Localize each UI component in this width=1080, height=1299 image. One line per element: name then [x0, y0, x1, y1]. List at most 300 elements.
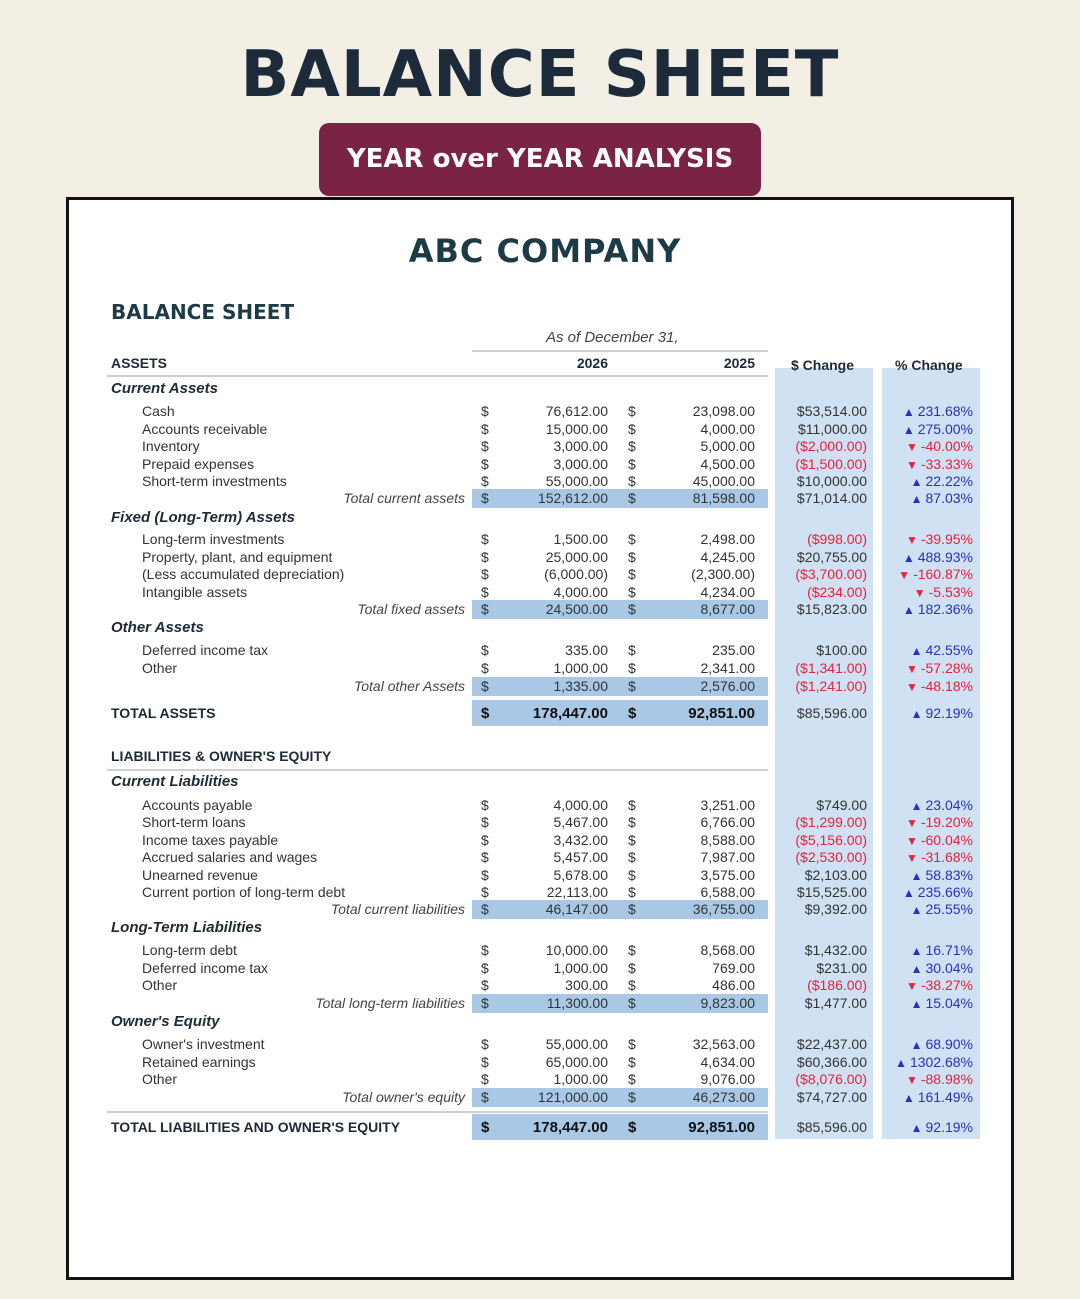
arrow-up-icon: ▲	[895, 1055, 907, 1070]
line-item-label: Accrued salaries and wages	[142, 849, 318, 866]
pct-value: -39.95%	[920, 531, 973, 547]
arrow-up-icon: ▲	[910, 1038, 923, 1052]
pct-value: 235.66%	[917, 884, 973, 900]
page-title: BALANCE SHEET	[240, 38, 840, 112]
col-2025-header: 2025	[723, 355, 755, 371]
value-2026: 178,447.00	[532, 705, 608, 722]
arrow-down-icon: ▼	[905, 1073, 918, 1087]
currency-symbol: $	[628, 601, 636, 617]
pct-value: 15.04%	[925, 995, 973, 1011]
pct-change	[906, 1071, 973, 1089]
value-2026: 300.00	[565, 977, 608, 993]
value-2025: 92,851.00	[688, 1119, 755, 1136]
line-item-label: Property, plant, and equipment	[142, 548, 333, 565]
currency-symbol: $	[628, 420, 636, 437]
arrow-down-icon: ▼	[905, 680, 918, 694]
currency-symbol: $	[481, 1036, 489, 1052]
currency-symbol: $	[481, 1071, 489, 1087]
arrow-up-icon: ▲	[910, 707, 923, 721]
section-title: Current Liabilities	[111, 773, 239, 790]
pct-value: 22.22%	[925, 473, 973, 489]
line-item-label: Inventory	[142, 438, 200, 454]
pct-value: 161.49%	[917, 1089, 973, 1105]
value-2026: 3,432.00	[553, 831, 608, 848]
arrow-down-icon: ▼	[905, 816, 918, 831]
pct-change	[906, 832, 973, 850]
currency-symbol: $	[481, 531, 489, 547]
line-item-label: Other	[142, 1071, 178, 1087]
currency-symbol: $	[481, 659, 489, 676]
pct-change	[911, 960, 973, 978]
col-2026-header: 2026	[576, 355, 608, 371]
value-2025: 3,575.00	[700, 866, 755, 883]
pct-value: 30.04%	[925, 959, 973, 976]
change-value: $749.00	[816, 797, 867, 813]
currency-symbol: $	[481, 884, 489, 900]
pct-header: % Change	[895, 357, 963, 373]
currency-symbol: $	[481, 566, 489, 582]
arrow-up-icon: ▲	[910, 868, 923, 883]
change-value: ($3,700.00)	[795, 566, 867, 582]
value-2025: 45,000.00	[692, 473, 755, 489]
pct-value: -31.68%	[920, 849, 973, 866]
pct-change	[911, 995, 973, 1013]
value-2025: 36,755.00	[692, 901, 755, 917]
value-2026: 15,000.00	[545, 420, 608, 437]
pct-value: -60.04%	[920, 831, 973, 848]
pct-value: -88.98%	[920, 1071, 973, 1087]
value-2025: 4,500.00	[700, 455, 755, 472]
value-2025: 769.00	[712, 959, 755, 976]
value-2026: 5,457.00	[553, 849, 608, 866]
currency-symbol: $	[481, 678, 489, 694]
pct-change	[914, 584, 973, 602]
arrow-down-icon: ▼	[905, 979, 918, 993]
line-item-label: Cash	[142, 403, 175, 419]
value-2025: 2,576.00	[700, 678, 755, 694]
currency-symbol: $	[628, 566, 636, 582]
currency-symbol: $	[481, 642, 489, 658]
pct-value: -160.87%	[913, 566, 973, 582]
value-2026: 1,000.00	[553, 959, 608, 976]
pct-change	[895, 1054, 973, 1072]
pct-change	[898, 566, 973, 584]
value-2026: 4,000.00	[553, 797, 608, 813]
change-value: ($8,076.00)	[795, 1071, 867, 1087]
currency-symbol: $	[628, 977, 636, 993]
currency-symbol: $	[481, 420, 489, 437]
value-2025: 32,563.00	[692, 1036, 755, 1052]
currency-symbol: $	[481, 797, 489, 813]
value-2026: 121,000.00	[537, 1089, 608, 1105]
value-2026: 178,447.00	[532, 1119, 608, 1136]
currency-symbol: $	[628, 959, 636, 976]
pct-value: 231.68%	[917, 403, 973, 419]
value-2026: 1,000.00	[553, 659, 608, 676]
line-item-label: Other	[142, 659, 178, 676]
currency-symbol: $	[481, 490, 489, 506]
line-item-label: Current portion of long-term debt	[142, 884, 346, 900]
value-2025: 8,677.00	[700, 601, 755, 617]
arrow-up-icon: ▲	[910, 799, 923, 813]
change-value: $53,514.00	[796, 403, 867, 419]
value-2026: 1,335.00	[553, 678, 608, 694]
value-2026: (6,000.00)	[544, 566, 608, 582]
change-value: $11,000.00	[797, 420, 867, 437]
currency-symbol: $	[628, 884, 636, 900]
section-title: Other Assets	[111, 619, 204, 636]
assets-divider	[107, 375, 768, 377]
currency-symbol: $	[481, 831, 489, 848]
value-2025: 7,987.00	[700, 849, 755, 866]
change-value: $71,014.00	[796, 490, 867, 506]
line-item-label: Accounts receivable	[142, 420, 268, 437]
change-value: ($1,299.00)	[795, 814, 867, 831]
value-2026: 4,000.00	[553, 583, 608, 600]
change-value: ($5,156.00)	[795, 831, 867, 848]
change-value: $60,366.00	[796, 1053, 867, 1070]
arrow-down-icon: ▼	[898, 568, 911, 582]
change-value: ($186.00)	[807, 977, 867, 993]
pct-change	[906, 438, 973, 456]
currency-symbol: $	[481, 866, 489, 883]
change-value: ($234.00)	[807, 583, 867, 600]
change-value: ($2,530.00)	[795, 849, 867, 866]
currency-symbol: $	[628, 490, 636, 506]
value-2026: 55,000.00	[545, 473, 608, 489]
pct-change	[911, 1036, 973, 1054]
pct-value: 92.19%	[925, 1119, 973, 1135]
arrow-up-icon: ▲	[910, 903, 923, 917]
change-value: ($1,341.00)	[795, 659, 867, 676]
arrow-up-icon: ▲	[910, 997, 923, 1011]
value-2026: 152,612.00	[537, 490, 608, 506]
currency-symbol: $	[628, 642, 636, 658]
currency-symbol: $	[628, 1036, 636, 1052]
line-item-label: Unearned revenue	[142, 866, 258, 883]
value-2026: 1,500.00	[553, 531, 608, 547]
value-2025: 8,568.00	[700, 942, 755, 958]
pct-value: 275.00%	[917, 420, 973, 437]
change-value: $74,727.00	[796, 1089, 867, 1105]
arrow-up-icon: ▲	[902, 603, 915, 617]
pct-value: 42.55%	[925, 642, 973, 658]
pct-change	[911, 1119, 973, 1137]
currency-symbol: $	[628, 455, 636, 472]
value-2025: 3,251.00	[700, 797, 755, 813]
change-value: $2,103.00	[804, 866, 867, 883]
currency-symbol: $	[628, 866, 636, 883]
change-value: $9,392.00	[804, 901, 867, 917]
change-value: $1,432.00	[804, 942, 867, 958]
line-item-label: Short-term loans	[142, 814, 246, 831]
currency-symbol: $	[628, 849, 636, 866]
value-2025: 2,498.00	[700, 531, 755, 547]
value-2026: 46,147.00	[545, 901, 608, 917]
currency-symbol: $	[628, 1053, 636, 1070]
change-value: ($1,241.00)	[795, 678, 867, 694]
arrow-down-icon: ▼	[905, 851, 918, 866]
pct-value: -40.00%	[920, 438, 973, 454]
pct-change	[903, 549, 973, 567]
value-2025: 4,634.00	[700, 1053, 755, 1070]
arrow-down-icon: ▼	[905, 661, 918, 676]
currency-symbol: $	[481, 1089, 489, 1105]
change-value: $85,596.00	[796, 1119, 867, 1135]
pct-value: -57.28%	[920, 659, 973, 676]
arrow-up-icon: ▲	[902, 550, 915, 565]
currency-symbol: $	[481, 942, 489, 958]
currency-symbol: $	[481, 403, 489, 419]
currency-symbol: $	[628, 659, 636, 676]
line-item-label: Retained earnings	[142, 1053, 256, 1070]
currency-symbol: $	[628, 831, 636, 848]
currency-symbol: $	[481, 814, 489, 831]
line-item-label: Deferred income tax	[142, 959, 269, 976]
section-title: Current Assets	[111, 380, 218, 397]
section-title: Owner's Equity	[111, 1013, 220, 1030]
total-label: Total long-term liabilities	[315, 995, 465, 1011]
pct-change	[903, 421, 973, 439]
pct-change	[903, 884, 973, 902]
currency-symbol: $	[628, 995, 636, 1011]
arrow-up-icon: ▲	[902, 422, 915, 437]
pct-change	[911, 797, 973, 815]
pct-change	[906, 678, 973, 696]
pct-value: -38.27%	[920, 977, 973, 993]
pct-value: 488.93%	[917, 548, 973, 565]
currency-symbol: $	[628, 548, 636, 565]
arrow-up-icon: ▲	[902, 405, 915, 419]
line-item-label: (Less accumulated depreciation)	[142, 566, 345, 582]
pct-value: 16.71%	[925, 942, 973, 958]
value-2025: 6,766.00	[700, 814, 755, 831]
value-2025: 92,851.00	[688, 705, 755, 722]
pct-change	[906, 977, 973, 995]
value-2025: 8,588.00	[700, 831, 755, 848]
sheet-label: BALANCE SHEET	[111, 300, 295, 324]
pct-value: 25.55%	[925, 901, 973, 917]
arrow-up-icon: ▲	[910, 475, 923, 489]
line-item-label: Long-term debt	[142, 942, 237, 958]
pct-change	[903, 1089, 973, 1107]
value-2025: 2,341.00	[700, 659, 755, 676]
arrow-up-icon: ▲	[910, 961, 923, 976]
line-item-label: Deferred income tax	[142, 642, 269, 658]
total-label: Total current liabilities	[330, 901, 465, 917]
value-2026: 3,000.00	[553, 438, 608, 454]
total-liabilities-label: TOTAL LIABILITIES AND OWNER'S EQUITY	[111, 1119, 401, 1135]
currency-symbol: $	[628, 1119, 637, 1136]
currency-symbol: $	[481, 901, 489, 917]
currency-symbol: $	[628, 583, 636, 600]
liabilities-divider	[107, 769, 768, 771]
liabilities-header: LIABILITIES & OWNER'S EQUITY	[111, 748, 332, 764]
value-2025: 9,823.00	[700, 995, 755, 1011]
total-assets-label: TOTAL ASSETS	[111, 705, 216, 721]
pct-change	[911, 901, 973, 919]
value-2026: 25,000.00	[545, 548, 608, 565]
balance-sheet-table	[69, 200, 1011, 1277]
arrow-up-icon: ▲	[910, 944, 923, 958]
currency-symbol: $	[628, 438, 636, 454]
arrow-down-icon: ▼	[905, 533, 918, 547]
value-2025: 4,000.00	[700, 420, 755, 437]
pct-value: 23.04%	[925, 797, 973, 813]
total-label: Total current assets	[343, 490, 465, 506]
grand-divider	[107, 1111, 768, 1113]
currency-symbol: $	[481, 1053, 489, 1070]
currency-symbol: $	[628, 531, 636, 547]
pct-change	[911, 642, 973, 660]
arrow-up-icon: ▲	[910, 492, 923, 506]
currency-symbol: $	[628, 705, 637, 722]
value-2025: 5,000.00	[700, 438, 755, 454]
pct-change	[911, 705, 973, 723]
change-value: ($1,500.00)	[795, 455, 867, 472]
arrow-up-icon: ▲	[910, 1121, 923, 1135]
header-divider	[472, 350, 768, 352]
change-value: ($998.00)	[807, 531, 867, 547]
line-item-label: Accounts payable	[142, 797, 253, 813]
line-item-label: Income taxes payable	[142, 831, 279, 848]
as-of-label: As of December 31,	[546, 329, 679, 346]
arrow-up-icon: ▲	[910, 644, 923, 658]
line-item-label: Long-term investments	[142, 531, 285, 547]
currency-symbol: $	[481, 473, 489, 489]
line-item-label: Intangible assets	[142, 583, 248, 600]
pct-change	[903, 601, 973, 619]
currency-symbol: $	[481, 995, 489, 1011]
pct-change	[906, 531, 973, 549]
currency-symbol: $	[628, 942, 636, 958]
pct-change	[911, 473, 973, 491]
analysis-banner: YEAR over YEAR ANALYSIS	[319, 123, 761, 196]
value-2026: 24,500.00	[545, 601, 608, 617]
pct-value: -19.20%	[920, 814, 973, 831]
pct-change	[911, 867, 973, 885]
pct-value: -48.18%	[920, 678, 973, 694]
value-2025: 46,273.00	[692, 1089, 755, 1105]
pct-change	[906, 814, 973, 832]
line-item-label: Owner's investment	[142, 1036, 265, 1052]
pct-value: 1302.68%	[909, 1053, 973, 1070]
section-title: Fixed (Long-Term) Assets	[111, 509, 295, 526]
section-title: Long-Term Liabilities	[111, 919, 263, 936]
change-value: $15,525.00	[796, 884, 867, 900]
pct-change	[906, 849, 973, 867]
pct-change	[911, 942, 973, 960]
pct-value: 58.83%	[925, 866, 973, 883]
currency-symbol: $	[628, 814, 636, 831]
currency-symbol: $	[481, 1119, 490, 1136]
pct-value: -5.53%	[928, 583, 973, 600]
value-2025: 6,588.00	[700, 884, 755, 900]
pct-value: -33.33%	[920, 455, 973, 472]
value-2026: 335.00	[565, 642, 608, 658]
value-2026: 10,000.00	[545, 942, 608, 958]
assets-header: ASSETS	[111, 355, 168, 371]
change-header: $ Change	[791, 357, 855, 373]
value-2026: 5,678.00	[553, 866, 608, 883]
arrow-up-icon: ▲	[902, 1091, 915, 1105]
change-value: $85,596.00	[796, 705, 867, 721]
value-2026: 5,467.00	[553, 814, 608, 831]
value-2026: 76,612.00	[545, 403, 608, 419]
value-2026: 1,000.00	[553, 1071, 608, 1087]
total-label: Total fixed assets	[357, 601, 465, 617]
line-item-label: Short-term investments	[142, 473, 287, 489]
value-2025: 4,245.00	[700, 548, 755, 565]
balance-sheet-card	[66, 197, 1014, 1280]
value-2026: 3,000.00	[553, 455, 608, 472]
currency-symbol: $	[628, 901, 636, 917]
arrow-down-icon: ▼	[913, 585, 926, 600]
value-2025: 486.00	[712, 977, 755, 993]
change-value: $100.00	[816, 642, 867, 658]
total-label: Total owner's equity	[342, 1089, 465, 1105]
pct-value: 182.36%	[917, 601, 973, 617]
pct-value: 92.19%	[925, 705, 973, 721]
value-2026: 11,300.00	[546, 995, 608, 1011]
currency-symbol: $	[481, 849, 489, 866]
pct-change	[911, 490, 973, 508]
change-value: $1,477.00	[804, 995, 867, 1011]
currency-symbol: $	[481, 977, 489, 993]
pct-change	[906, 456, 973, 474]
change-value: $231.00	[816, 959, 867, 976]
change-value: $15,823.00	[796, 601, 867, 617]
currency-symbol: $	[481, 959, 489, 976]
value-2025: 9,076.00	[700, 1071, 755, 1087]
arrow-down-icon: ▼	[905, 457, 918, 472]
line-item-label: Other	[142, 977, 178, 993]
line-item-label: Prepaid expenses	[142, 455, 255, 472]
value-2026: 22,113.00	[546, 884, 608, 900]
arrow-down-icon: ▼	[905, 833, 918, 848]
change-value: $10,000.00	[796, 473, 867, 489]
currency-symbol: $	[481, 705, 490, 722]
value-2025: 23,098.00	[692, 403, 755, 419]
change-value: $20,755.00	[796, 548, 867, 565]
change-value: $22,437.00	[796, 1036, 867, 1052]
value-2025: 4,234.00	[700, 583, 755, 600]
pct-value: 87.03%	[925, 490, 973, 506]
value-2025: 81,598.00	[692, 490, 755, 506]
company-name: ABC COMPANY	[408, 232, 682, 270]
arrow-up-icon: ▲	[902, 886, 915, 900]
value-2026: 55,000.00	[545, 1036, 608, 1052]
value-2026: 65,000.00	[545, 1053, 608, 1070]
currency-symbol: $	[628, 797, 636, 813]
currency-symbol: $	[481, 548, 489, 565]
pct-change	[903, 403, 973, 421]
currency-symbol: $	[628, 678, 636, 694]
change-value: ($2,000.00)	[795, 438, 867, 454]
pct-value: 68.90%	[925, 1036, 973, 1052]
currency-symbol: $	[481, 438, 489, 454]
currency-symbol: $	[628, 473, 636, 489]
currency-symbol: $	[481, 601, 489, 617]
currency-symbol: $	[628, 1071, 636, 1087]
currency-symbol: $	[628, 1089, 636, 1105]
arrow-down-icon: ▼	[905, 440, 918, 454]
currency-symbol: $	[628, 403, 636, 419]
pct-change	[906, 660, 973, 678]
currency-symbol: $	[481, 583, 489, 600]
value-2025: (2,300.00)	[691, 566, 755, 582]
value-2025: 235.00	[712, 642, 755, 658]
